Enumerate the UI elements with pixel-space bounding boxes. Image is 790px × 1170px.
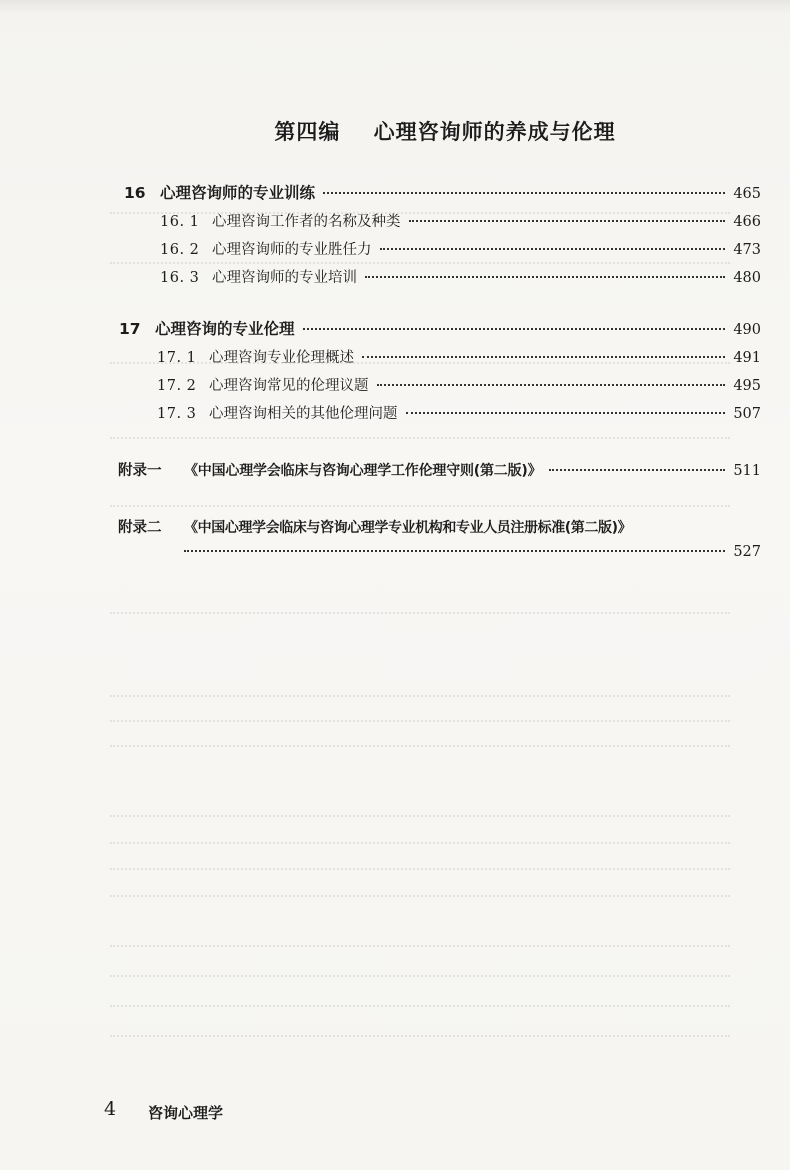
toc-section-17-2[interactable] (157, 374, 761, 395)
section-number: 17. 2 (157, 378, 197, 394)
appendix-title: 《中国心理学会临床与咨询心理学专业机构和专业人员注册标准(第二版)》 (184, 520, 632, 536)
toc-section-16-3[interactable] (160, 266, 761, 287)
appendix-page-number: 527 (733, 544, 761, 560)
chapter-number: 17 (119, 320, 141, 338)
section-page-number: 495 (733, 378, 761, 394)
section-number: 16. 2 (160, 242, 200, 258)
dot-leader (303, 328, 726, 330)
toc-appendix-1[interactable] (118, 459, 761, 480)
section-page-number: 473 (733, 242, 761, 258)
part-title: 第四编 心理咨询师的养成与伦理 (274, 120, 616, 144)
section-page-number: 466 (733, 214, 761, 230)
section-title: 心理咨询师的专业胜任力 (212, 242, 372, 258)
section-title: 心理咨询专业伦理概述 (209, 350, 354, 366)
chapter-page-number: 465 (733, 186, 761, 202)
section-number: 17. 1 (157, 350, 197, 366)
toc-appendix-2[interactable] (118, 516, 768, 537)
toc-section-16-2[interactable] (160, 238, 761, 259)
dot-leader (406, 412, 726, 414)
chapter-title: 心理咨询的专业伦理 (155, 320, 295, 338)
dot-leader (409, 220, 726, 222)
toc-chapter-16[interactable] (124, 181, 761, 203)
section-title: 心理咨询师的专业培训 (212, 270, 357, 286)
appendix-page-number: 511 (733, 463, 761, 479)
section-page-number: 491 (733, 350, 761, 366)
chapter-number: 16 (124, 184, 146, 202)
section-number: 17. 3 (157, 406, 197, 422)
dot-leader (362, 356, 725, 358)
section-number: 16. 1 (160, 214, 200, 230)
page-top-shadow (0, 0, 790, 14)
appendix-label: 附录二 (118, 520, 162, 536)
dot-leader (323, 192, 725, 194)
appendix-label: 附录一 (118, 463, 162, 479)
toc-section-16-1[interactable] (160, 210, 761, 231)
toc-chapter-17[interactable] (119, 317, 761, 339)
section-page-number: 480 (733, 270, 761, 286)
toc-appendix-2-continuation[interactable] (184, 544, 761, 560)
section-title: 心理咨询常见的伦理议题 (209, 378, 369, 394)
appendix-title: 《中国心理学会临床与咨询心理学工作伦理守则(第二版)》 (184, 463, 542, 479)
chapter-title: 心理咨询师的专业训练 (160, 184, 316, 202)
dot-leader (184, 550, 725, 552)
section-page-number: 507 (733, 406, 761, 422)
dot-leader (380, 248, 726, 250)
dot-leader (365, 276, 725, 278)
chapter-page-number: 490 (733, 322, 761, 338)
section-title: 心理咨询相关的其他伦理问题 (209, 406, 398, 422)
dot-leader (549, 469, 725, 471)
toc-section-17-3[interactable] (157, 402, 761, 423)
dot-leader (377, 384, 726, 386)
footer-page-number: 4 (104, 1098, 117, 1120)
footer-book-title: 咨询心理学 (148, 1104, 224, 1122)
toc-section-17-1[interactable] (157, 346, 761, 367)
section-number: 16. 3 (160, 270, 200, 286)
section-title: 心理咨询工作者的名称及种类 (212, 214, 401, 230)
